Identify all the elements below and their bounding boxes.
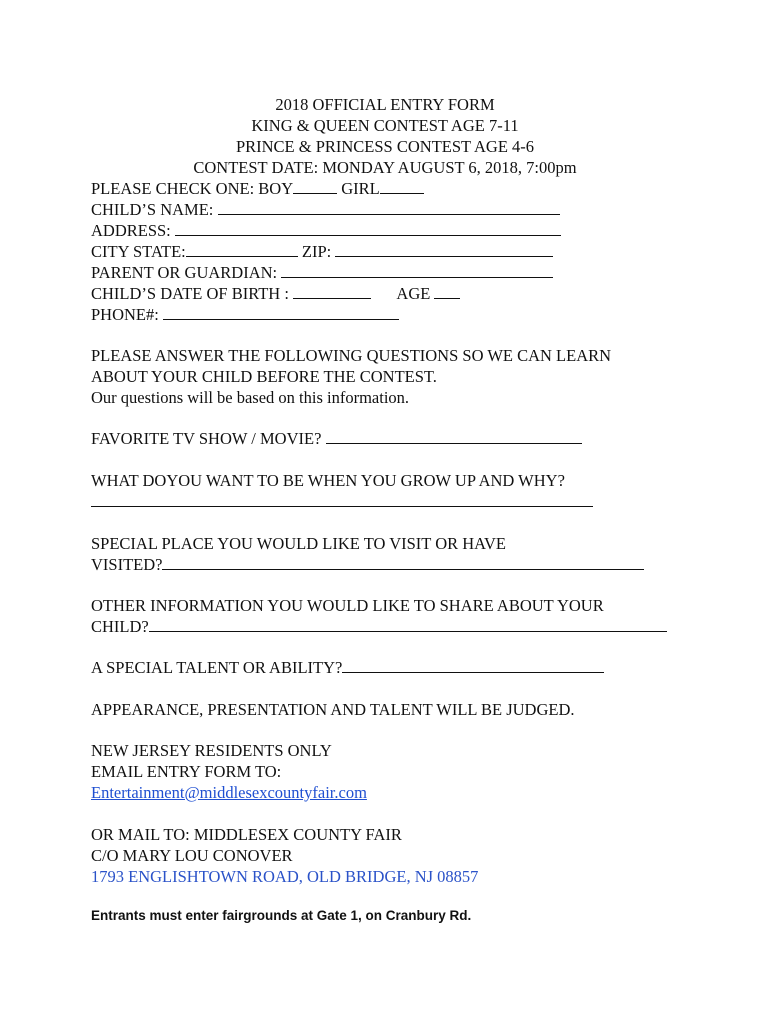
tv-question-row	[91, 428, 582, 449]
gate-note: Entrants must enter fairgrounds at Gate 1, on Cranbury Rd.	[91, 908, 472, 923]
email-link-row	[91, 782, 367, 803]
phone-row	[91, 304, 399, 325]
childs-name-row	[91, 199, 560, 220]
grow-up-answer-row	[91, 491, 593, 512]
place-question-line-2: VISITED?	[91, 555, 163, 574]
care-of-line: C/O MARY LOU CONOVER	[91, 846, 293, 865]
gender-check-row	[91, 178, 424, 199]
dob-row	[91, 283, 460, 304]
judged-statement: APPEARANCE, PRESENTATION AND TALENT WILL BE JUDGED.	[91, 700, 575, 719]
city-zip-row	[91, 241, 553, 262]
email-link[interactable]: Entertainment@middlesexcountyfair.com	[91, 783, 367, 802]
intro-line-3: Our questions will be based on this information.	[91, 388, 410, 407]
girl-label: GIRL	[341, 179, 380, 198]
talent-question-row	[91, 657, 604, 678]
prince-princess-line: PRINCE & PRINCESS CONTEST AGE 4-6	[235, 137, 535, 156]
form-title: 2018 OFFICIAL ENTRY FORM	[275, 95, 495, 114]
email-label: EMAIL ENTRY FORM TO:	[91, 762, 282, 781]
place-question-row	[91, 554, 644, 575]
city-state-blank[interactable]	[186, 242, 298, 257]
grow-up-answer-blank[interactable]	[91, 492, 593, 507]
zip-blank[interactable]	[335, 242, 553, 257]
tv-answer-blank[interactable]	[326, 429, 582, 444]
girl-blank[interactable]	[380, 179, 424, 194]
other-question-line-2: CHILD?	[91, 617, 149, 636]
childs-name-label: CHILD’S NAME:	[91, 200, 214, 219]
zip-label: ZIP:	[301, 242, 332, 261]
tv-question-label: FAVORITE TV SHOW / MOVIE?	[91, 429, 322, 448]
mail-label: OR MAIL TO: MIDDLESEX COUNTY FAIR	[91, 825, 402, 844]
other-answer-blank[interactable]	[149, 617, 667, 632]
king-queen-line: KING & QUEEN CONTEST AGE 7-11	[251, 116, 519, 135]
talent-answer-blank[interactable]	[342, 658, 604, 673]
age-blank[interactable]	[434, 284, 460, 299]
parent-label: PARENT OR GUARDIAN:	[91, 263, 278, 282]
childs-name-blank[interactable]	[218, 200, 560, 215]
residents-only: NEW JERSEY RESIDENTS ONLY	[91, 741, 332, 760]
other-question-line-1: OTHER INFORMATION YOU WOULD LIKE TO SHARE ABOUT YOUR	[91, 596, 604, 615]
mailing-address: 1793 ENGLISHTOWN ROAD, OLD BRIDGE, NJ 08857	[91, 867, 479, 886]
grow-up-question: WHAT DOYOU WANT TO BE WHEN YOU GROW UP AND WHY?	[91, 471, 565, 490]
address-label: ADDRESS:	[91, 221, 171, 240]
parent-row	[91, 262, 553, 283]
contest-date-line: CONTEST DATE: MONDAY AUGUST 6, 2018, 7:00pm	[193, 158, 577, 177]
place-question-line-1: SPECIAL PLACE YOU WOULD LIKE TO VISIT OR HAVE	[91, 534, 506, 553]
address-row	[91, 220, 561, 241]
boy-blank[interactable]	[293, 179, 337, 194]
dob-blank[interactable]	[293, 284, 371, 299]
intro-line-2: ABOUT YOUR CHILD BEFORE THE CONTEST.	[91, 367, 437, 386]
boy-label: PLEASE CHECK ONE: BOY	[91, 179, 294, 198]
age-label: AGE	[396, 284, 431, 303]
other-question-row	[91, 616, 667, 637]
address-blank[interactable]	[175, 221, 561, 236]
intro-line-1: PLEASE ANSWER THE FOLLOWING QUESTIONS SO WE CAN LEARN	[91, 346, 612, 365]
city-state-label: CITY STATE:	[91, 242, 186, 261]
dob-label: CHILD’S DATE OF BIRTH :	[91, 284, 289, 303]
parent-blank[interactable]	[281, 263, 553, 278]
phone-blank[interactable]	[163, 305, 399, 320]
phone-label: PHONE#:	[91, 305, 159, 324]
place-answer-blank[interactable]	[162, 555, 644, 570]
talent-question-label: A SPECIAL TALENT OR ABILITY?	[91, 658, 343, 677]
